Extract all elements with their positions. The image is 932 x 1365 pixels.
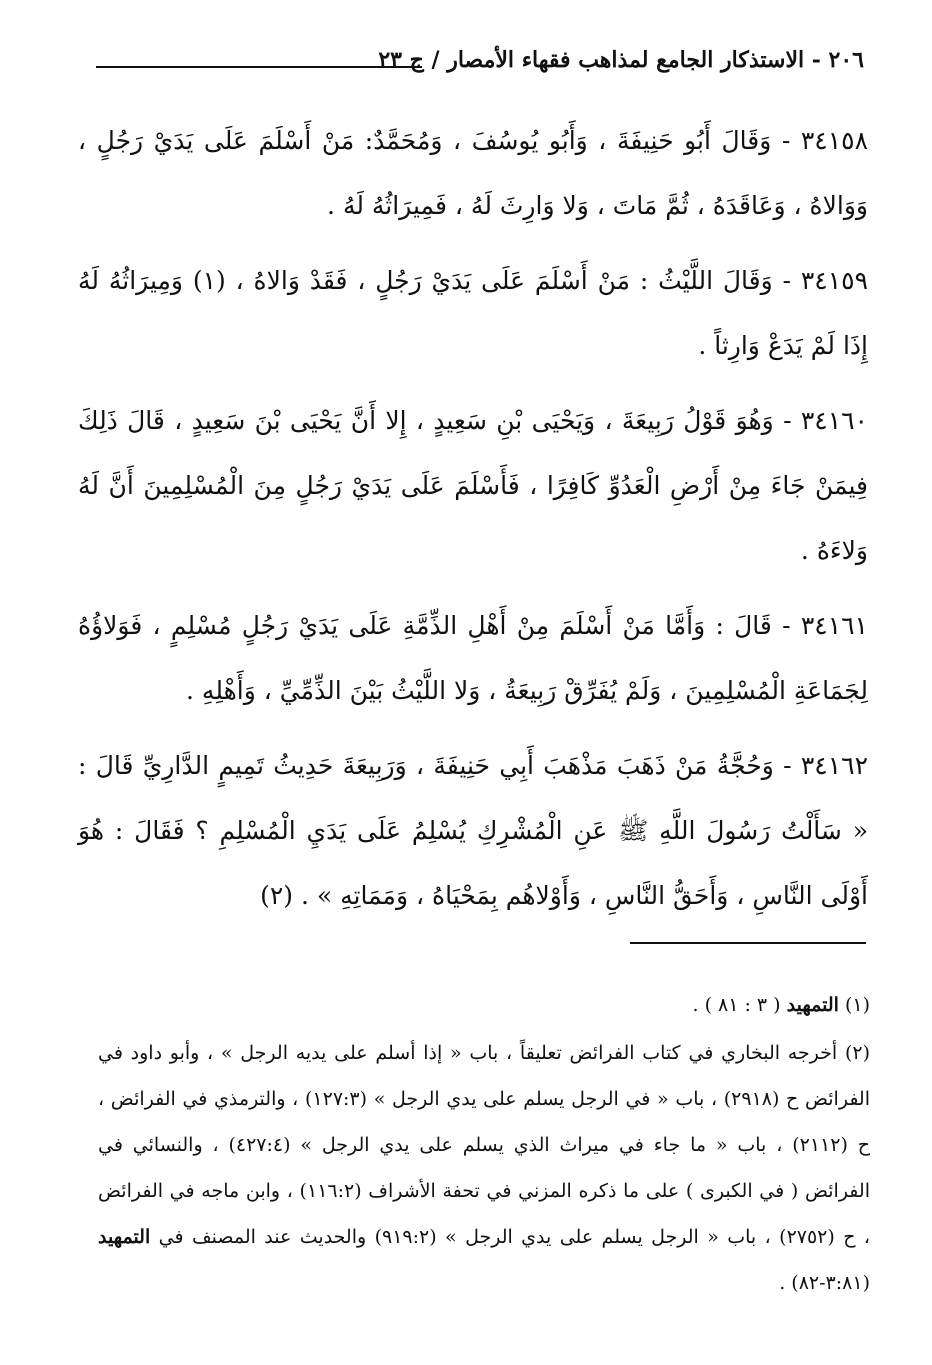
paragraph-text: - وَحُجَّةُ مَنْ ذَهَبَ مَذْهَبَ أَبِي حَنِيفَةَ ، وَرَبِيعَةَ حَدِيثُ تَمِيمٍ الدَّارِيِّ قَالَ : « سَأَلْتُ رَسُولَ اللَّهِ ﷺ عَنِ الْمُشْرِكِ يُسْلِمُ عَلَى يَدَيِ الْمُسْلِمِ ؟ فَقَالَ : هُوَ أَوْلَى النَّاسِ ، وَأَحَقُّ النَّاسِ ، وَأَوْلاهُم بِمَحْيَاهُ ، وَمَمَاتِهِ » . (٢): [78, 751, 868, 910]
paragraph-text: - وَهُوَ قَوْلُ رَبِيعَةَ ، وَيَحْيَى بْنِ سَعِيدٍ ، إِلا أَنَّ يَحْيَى بْنَ سَعِيدٍ ، قَالَ ذَلِكَ فِيمَنْ جَاءَ مِنْ أَرْضِ الْعَدُوِّ كَافِرًا ، فَأَسْلَمَ عَلَى يَدَيْ رَجُلٍ مِنَ الْمُسْلِمِينَ أَنَّ لَهُ وَلاءَهُ .: [78, 406, 868, 565]
paragraph-text: - قَالَ : وَأَمَّا مَنْ أَسْلَمَ مِنْ أَهْلِ الذِّمَّةِ عَلَى يَدَيْ رَجُلٍ مُسْلِمٍ ، فَوَلاؤُهُ لِجَمَاعَةِ الْمُسْلِمِينَ ، وَلَمْ يُفَرِّقْ رَبِيعَةُ ، وَلا اللَّيْثُ بَيْنَ الذِّمِّيِّ ، وَأَهْلِهِ .: [78, 611, 868, 705]
footnote-separator: [630, 942, 866, 944]
footnote-source-title: التمهيد: [98, 1226, 151, 1248]
paragraph-number: ٣٤١٥٩: [800, 266, 868, 295]
paragraph: [78, 733, 868, 928]
paragraph-number: ٣٤١٦١: [800, 611, 868, 640]
paragraph-text: - وَقَالَ اللَّيْثُ : مَنْ أَسْلَمَ عَلَى يَدَيْ رَجُلٍ ، فَقَدْ وَالاهُ ، (١) وَمِيرَاثُهُ لَهُ إِذَا لَمْ يَدَعْ وَارِثاً .: [78, 266, 868, 360]
footnote-marker: (١): [844, 994, 870, 1016]
paragraph: [78, 593, 868, 723]
footnote-text: ( ٣ : ٨١ ) .: [692, 994, 781, 1016]
page-header: ٢٠٦ - الاستذكار الجامع لمذاهب فقهاء الأمصار / ج ٢٣: [378, 47, 864, 73]
main-text: [78, 108, 868, 938]
paragraph-number: ٣٤١٥٨: [800, 126, 868, 155]
paragraph: [78, 108, 868, 238]
footnote-source-title: التمهيد: [786, 994, 839, 1016]
paragraph-number: ٣٤١٦٢: [800, 751, 868, 780]
footnote-text: أخرجه البخاري في كتاب الفرائض تعليقاً ، باب « إذا أسلم على يديه الرجل » ، وأبو داود في الفرائض ح (٢٩١٨) ، باب « في الرجل يسلم على يدي الرجل » (١٢٧:٣) ، والترمذي في الفرائض ، ح (٢١١٢) ، باب « ما جاء في ميراث الذي يسلم على يدي الرجل » (٤٢٧:٤) ، والنسائي في الفرائض ( في الكبرى ) على ما ذكره المزني في تحفة الأشراف (١١٦:٢) ، وابن ماجه في الفرائض ، ح (٢٧٥٢) ، باب « الرجل يسلم على يدي الرجل » (٩١٩:٢) والحديث عند المصنف في: [98, 1042, 871, 1248]
paragraph-number: ٣٤١٦٠: [800, 406, 868, 435]
paragraph-text: - وَقَالَ أَبُو حَنِيفَةَ ، وَأَبُو يُوسُفَ ، وَمُحَمَّدٌ: مَنْ أَسْلَمَ عَلَى يَدَيْ رَجُلٍ ، وَوَالاهُ ، وَعَاقَدَهُ ، ثُمَّ مَاتَ ، وَلا وَارِثَ لَهُ ، فَمِيرَاثُهُ لَهُ .: [78, 126, 868, 220]
footnote-marker: (٢): [844, 1042, 870, 1064]
footnote: [98, 982, 870, 1028]
footnotes: [98, 982, 870, 1308]
footnote: [98, 1030, 870, 1306]
paragraph: [78, 248, 868, 378]
paragraph: [78, 388, 868, 583]
footnote-text-end: (٣:٨١-٨٢) .: [779, 1272, 870, 1294]
header-rule: [96, 66, 422, 68]
